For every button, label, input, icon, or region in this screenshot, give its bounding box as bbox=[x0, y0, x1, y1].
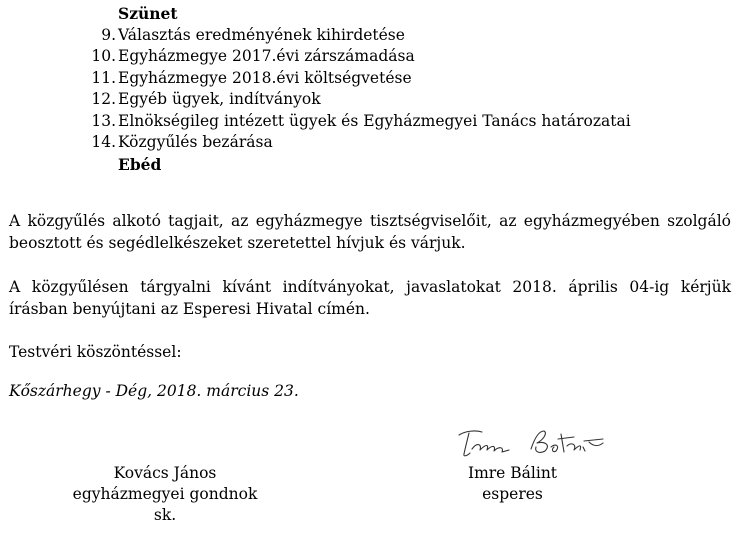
greeting-line: Testvéri köszöntéssel: bbox=[9, 343, 182, 361]
agenda-item-number: 11. bbox=[91, 68, 116, 87]
agenda-item-number: 9. bbox=[101, 25, 116, 44]
agenda-item-text: Választás eredményének kihirdetése bbox=[118, 25, 405, 44]
signatory-left bbox=[60, 463, 270, 526]
agenda-item-text: Egyéb ügyek, indítványok bbox=[118, 90, 321, 108]
signatory-left-title: egyházmegyei gondnok bbox=[72, 485, 258, 503]
signatory-right-name: Imre Bálint bbox=[467, 464, 558, 482]
agenda-lunch-label: Ebéd bbox=[118, 154, 162, 174]
agenda-item bbox=[80, 132, 631, 154]
agenda-break-row bbox=[80, 3, 631, 25]
agenda-spacer bbox=[80, 3, 118, 25]
agenda-item bbox=[80, 25, 631, 47]
agenda-item bbox=[80, 89, 631, 111]
agenda-item bbox=[80, 111, 631, 133]
agenda-item bbox=[80, 46, 631, 68]
agenda-item-number: 12. bbox=[91, 90, 116, 108]
agenda-item-text: Közgyűlés bezárása bbox=[118, 133, 273, 151]
agenda-break-label: Szünet bbox=[118, 4, 178, 23]
signatory-left-name: Kovács János bbox=[113, 464, 217, 482]
agenda-item-number: 10. bbox=[91, 47, 116, 65]
agenda-item-text: Elnökségileg intézett ügyek és Egyházmegyei Tanács határozatai bbox=[118, 111, 631, 130]
handwritten-signature bbox=[455, 425, 610, 460]
motions-paragraph: A közgyűlésen tárgyalni kívánt indítványokat, javaslatokat 2018. április 04-ig kérjük írásban benyújtani az Esperesi Hivatal címén. bbox=[9, 278, 731, 318]
agenda-list bbox=[80, 3, 631, 175]
agenda-spacer bbox=[80, 154, 118, 176]
agenda-item-text: Egyházmegye 2018.évi költségvetése bbox=[118, 68, 412, 87]
signatory-left-note: sk. bbox=[153, 506, 177, 524]
signatory-right bbox=[430, 463, 595, 505]
agenda-lunch-row bbox=[80, 154, 631, 176]
signatory-right-title: esperes bbox=[482, 485, 543, 503]
agenda-item-number: 13. bbox=[91, 111, 116, 130]
agenda-item-text: Egyházmegye 2017.évi zárszámadása bbox=[118, 47, 415, 65]
agenda-item-number: 14. bbox=[91, 133, 116, 151]
place-date-line: Kőszárhegy - Dég, 2018. március 23. bbox=[9, 382, 299, 400]
invitation-paragraph: A közgyűlés alkotó tagjait, az egyházmegye tisztségviselőit, az egyházmegyében szolgáló beosztott és segédlelkészeket szeretettel hívjuk és várjuk. bbox=[9, 212, 731, 252]
agenda-item bbox=[80, 68, 631, 90]
